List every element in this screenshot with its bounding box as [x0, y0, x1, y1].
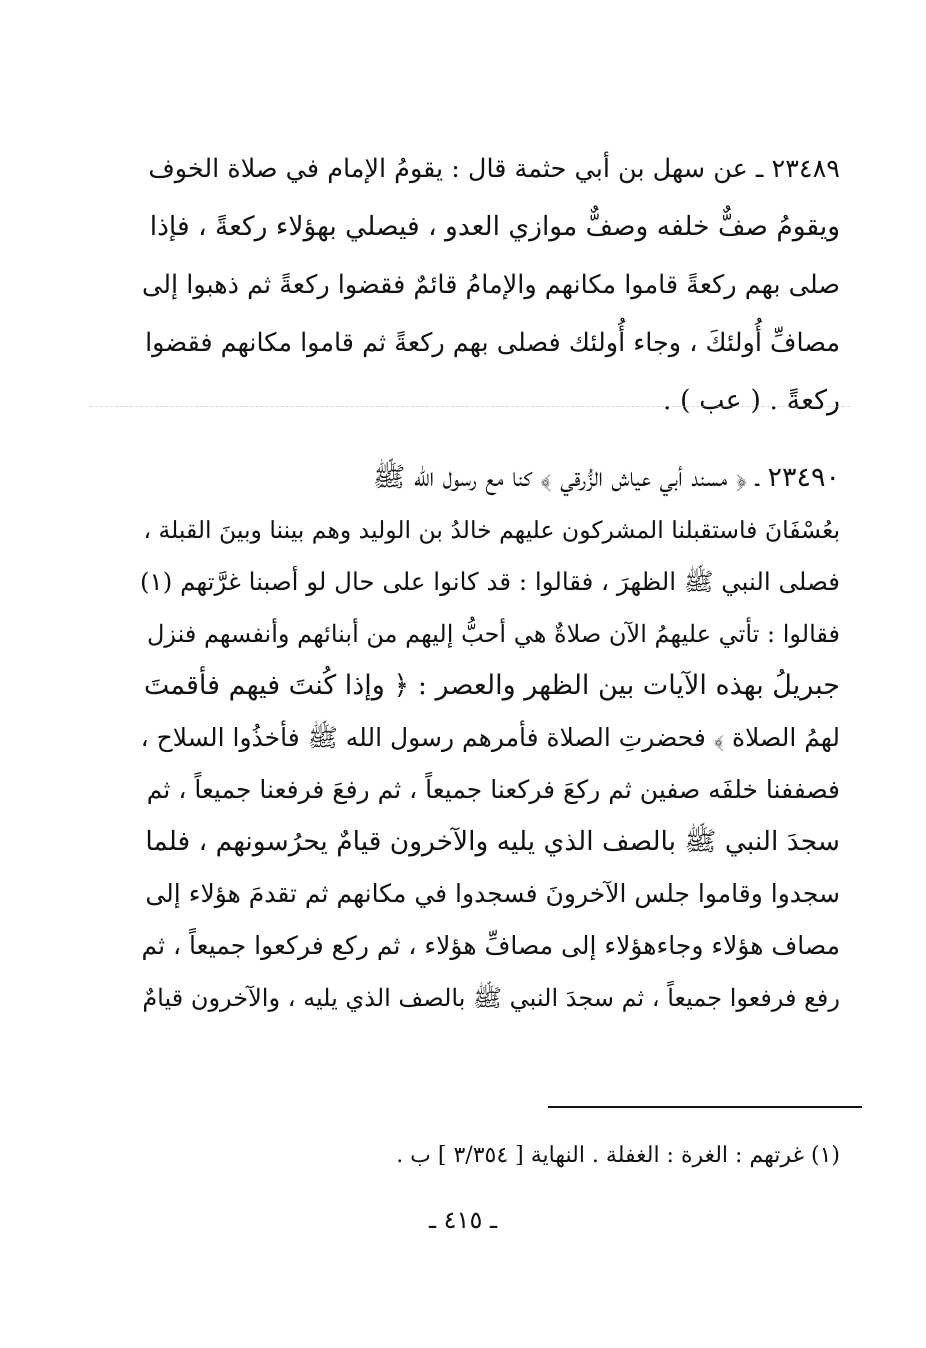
text-line: لهمُ الصلاة ﴾ فحضرتِ الصلاة فأمرهم رسول الله ﷺ فأخذُوا السلاح ، — [140, 723, 840, 752]
text-line: ويقومُ صفٌّ خلفه وصفٌّ موازي العدو ، فيصلي بهؤلاء ركعةً ، فإذا — [149, 211, 840, 242]
footnote-separator — [548, 1106, 862, 1108]
text-line: سجدوا وقاموا جلس الآخرونَ فسجدوا في مكانهم ثم تقدمَ هؤلاء إلى — [145, 879, 840, 908]
text-line: ٢٣٤٨٩ ـ عن سهل بن أبي حثمة قال : يقومُ الإمام في صلاة الخوف — [148, 154, 840, 184]
text-line: فصففنا خلفَه صفين ثم ركعَ فركعنا جميعاً ، ثم رفعَ فرفعنا جميعاً ، ثم — [146, 775, 840, 804]
text-line: ٢٣٤٩٠ ـ ﴿ مسند أبي عياش الزُّرقي ﴾ كنا مع رسول الله ﷺ — [372, 462, 840, 493]
hadith-23490 — [140, 452, 840, 1024]
text-line: رفع فرفعوا جميعاً ، ثم سجدَ النبي ﷺ بالصف الذي يليه ، والآخرون قيامٌ — [142, 984, 840, 1012]
text-line: فصلى النبي ﷺ الظهرَ ، فقالوا : قد كانوا على حال لو أصبنا غرَّتهم (١) — [140, 567, 840, 596]
text-line: صلى بهم ركعةً قاموا مكانهم والإمامُ قائمٌ فقضوا ركعةً ثم ذهبوا إلى — [142, 270, 840, 300]
text-line: ركعةً . ( عب ) . — [662, 385, 840, 416]
footnote: (١) غرتهم : الغرة : الغفلة . النهاية [ ٣/٣٥٤ ] ب . — [396, 1143, 840, 1168]
page-number: ـ ٤١٥ ـ — [428, 1206, 497, 1234]
scan-divider — [90, 406, 850, 407]
text-line: فقالوا : تأتي عليهمُ الآن صلاةٌ هي أحبُّ إليهم من أبنائهم وأنفسهم فنزل — [146, 620, 840, 648]
text-line: مصافِّ أُولئكَ ، وجاء أُولئك فصلى بهم ركعةً ثم قاموا مكانهم فقضوا — [145, 328, 840, 358]
text-line: بعُسْفَانَ فاستقبلنا المشركون عليهم خالدُ بن الوليد وهم بيننا وبينَ القبلة ، — [143, 516, 840, 544]
text-line: مصاف هؤلاء وجاءهؤلاء إلى مصافِّ هؤلاء ، ثم ركع فركعوا جميعاً ، ثم — [141, 931, 840, 960]
text-line: جبريلُ بهذه الآيات بين الظهر والعصر : ﴿ وإذا كُنتَ فيهم فأقمتَ — [143, 670, 840, 701]
hadith-23489 — [140, 140, 840, 430]
text-line: سجدَ النبي ﷺ بالصف الذي يليه والآخرون قيامٌ يحرُسونهم ، فلما — [145, 826, 840, 857]
